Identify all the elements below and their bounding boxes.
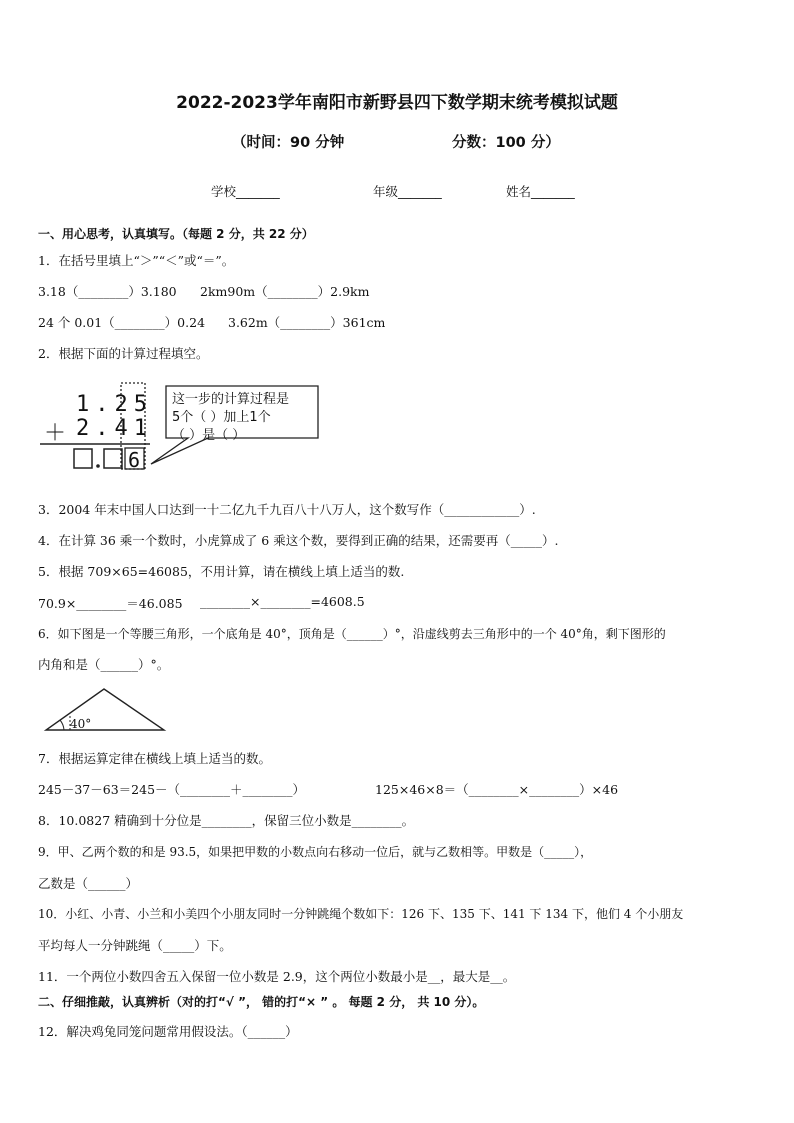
addend-2: 2.41 [76,416,153,441]
question-11: 11．一个两位小数四舍五入保留一位小数是 2.9，这个两位小数最小是__，最大是__。 [38,969,516,984]
addend-1: 1.25 [76,392,153,417]
question-5b: ________×________=4608.5 [200,594,365,609]
question-5: 5．根据 709×65=46085，不用计算，请在横线上填上适当的数. [38,564,405,579]
question-8: 8．10.0827 精确到十分位是________，保留三位小数是________。 [38,813,415,828]
question-1c: 24 个 0.01（________）0.24 [38,315,206,330]
question-5a: 70.9×________＝46.085 [38,596,183,611]
question-10-line2: 平均每人一分钟跳绳（_____）下。 [38,938,232,953]
question-9-line2: 乙数是（______） [38,876,139,891]
question-1b: 2km90m（________）2.9km [200,284,370,299]
page-title: 2022-2023学年南阳市新野县四下数学期末统考模拟试题 [176,93,618,113]
question-3: 3．2004 年末中国人口达到一十二亿九千九百八十八万人，这个数写作（____________）. [38,502,536,517]
question-6-line1: 6．如下图是一个等腰三角形，一个底角是 40°，顶角是（______）°，沿虚线剪去三角形中的一个 40°角，剩下图形的 [38,627,666,641]
isosceles-triangle-figure [40,686,170,736]
bubble-line-1: 这一步的计算过程是 [172,392,290,407]
section2-heading: 二、仔细推敲，认真辨析（对的打“√ ”， 错的打“× ” 。 每题 2 分， 共 10 分）。 [38,995,485,1009]
question-4: 4．在计算 36 乘一个数时，小虎算成了 6 乘这个数，要得到正确的结果，还需要再（_____）. [38,533,559,548]
plus-sign: ＋ [44,421,67,446]
bubble-line-3: （ ）是（ ） [172,428,246,443]
exam-score: 分数：100 分） [452,135,560,151]
question-9-line1: 9．甲、乙两个数的和是 93.5，如果把甲数的小数点向右移动一位后，就与乙数相等。甲数是（_____）， [38,845,593,859]
question-1d: 3.62m（________）361cm [228,315,386,330]
question-10-line1: 10．小红、小青、小兰和小美四个小朋友同时一分钟跳绳个数如下：126 下、135 下、141 下 134 下，他们 4 个小朋友 [38,907,684,921]
addition-figure [38,378,338,478]
grade-field[interactable]: 年级_______ [373,184,442,199]
section1-heading: 一、用心思考，认真填写。（每题 2 分，共 22 分） [38,227,314,241]
question-6-line2: 内角和是（______）°。 [38,657,170,672]
angle-label: 40° [70,717,92,731]
question-2: 2．根据下面的计算过程填空。 [38,346,209,361]
exam-time: （时间：90 分钟 [232,135,345,151]
bubble-line-2: 5个（ ）加上1个 [172,410,271,425]
question-1: 1．在括号里填上“＞”“＜”或“＝”。 [38,253,235,268]
result-digit: 6 [128,448,141,472]
question-7: 7．根据运算定律在横线上填上适当的数。 [38,751,271,766]
school-field[interactable]: 学校_______ [211,184,280,199]
question-7b: 125×46×8＝（________×________）×46 [375,782,619,797]
name-field[interactable]: 姓名_______ [506,184,575,199]
question-12: 12．解决鸡兔同笼问题常用假设法。（______） [38,1024,298,1039]
question-7a: 245－37－63＝245－（________＋________） [38,782,306,797]
question-1a: 3.18（________）3.180 [38,284,177,299]
